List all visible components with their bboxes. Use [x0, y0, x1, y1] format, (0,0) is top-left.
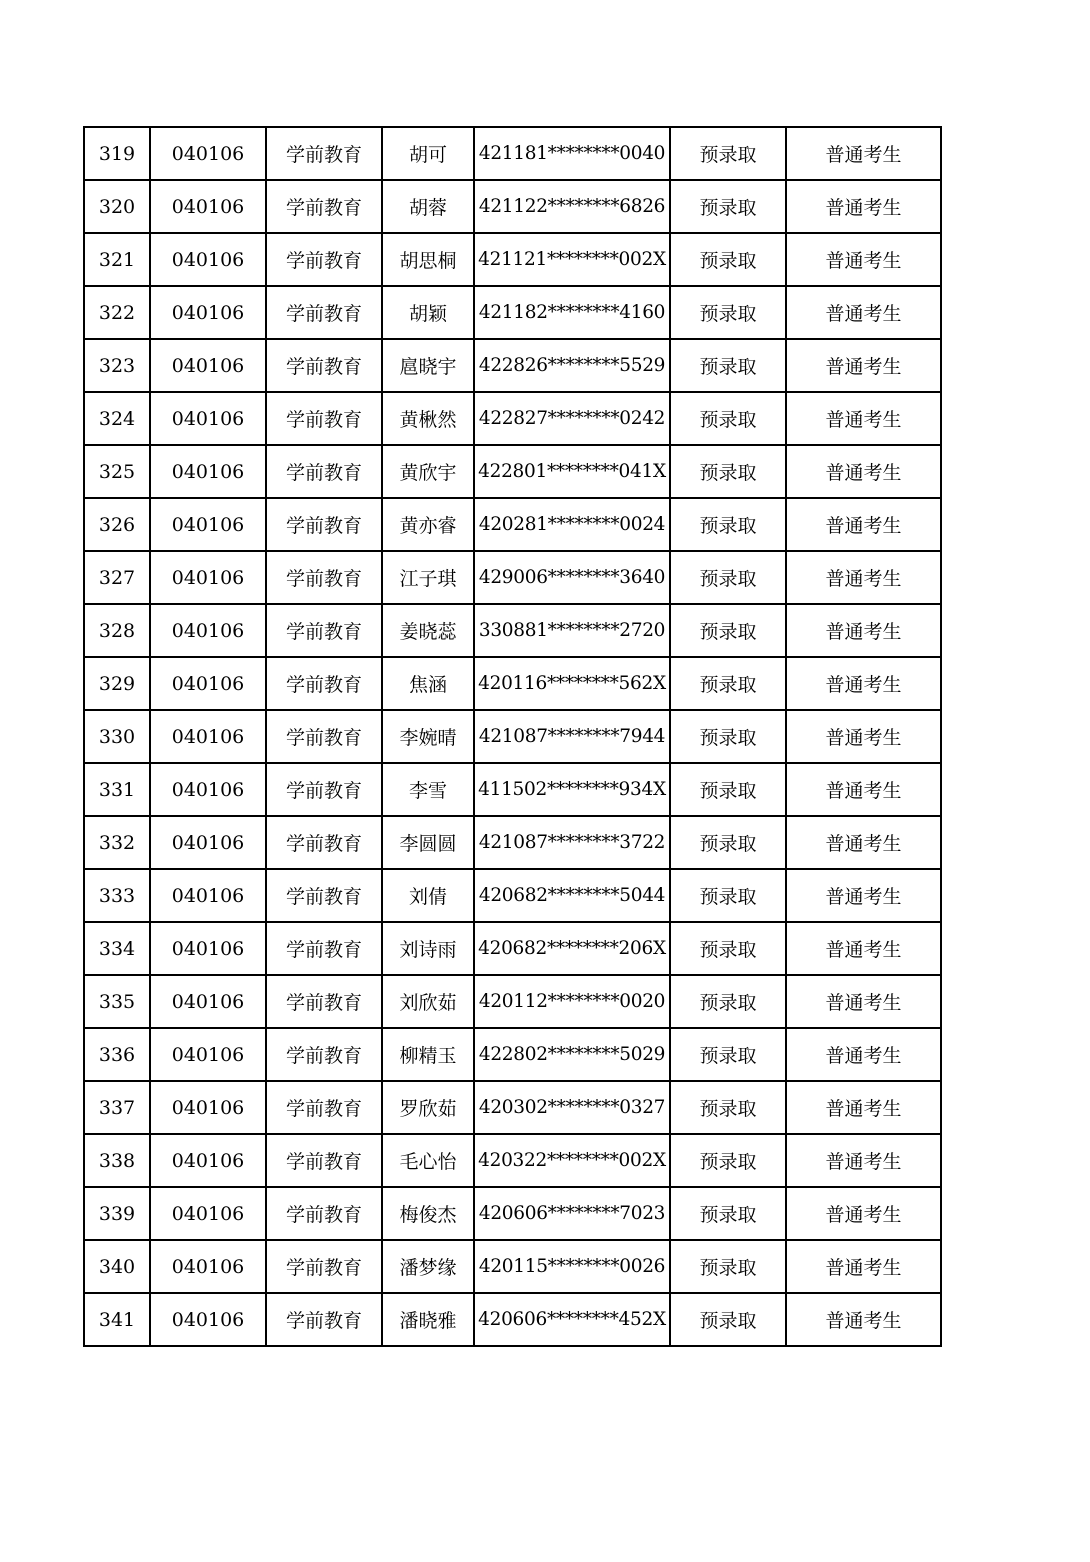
major-code-cell: 040106: [150, 869, 266, 922]
status-cell: 预录取: [670, 445, 786, 498]
admission-table-container: [83, 126, 942, 1347]
student-name-cell: 刘诗雨: [382, 922, 474, 975]
seq-cell: 328: [84, 604, 150, 657]
candidate-type-cell: 普通考生: [786, 445, 941, 498]
id-number-cell: 429006********3640: [474, 551, 670, 604]
seq-cell: 340: [84, 1240, 150, 1293]
student-name-cell: 毛心怡: [382, 1134, 474, 1187]
major-name-cell: 学前教育: [266, 286, 382, 339]
student-name-cell: 刘欣茹: [382, 975, 474, 1028]
major-code-cell: 040106: [150, 1134, 266, 1187]
id-number-cell: 420281********0024: [474, 498, 670, 551]
student-name-cell: 刘倩: [382, 869, 474, 922]
seq-cell: 330: [84, 710, 150, 763]
status-cell: 预录取: [670, 604, 786, 657]
candidate-type-cell: 普通考生: [786, 392, 941, 445]
major-code-cell: 040106: [150, 551, 266, 604]
table-row: [84, 339, 941, 392]
student-name-cell: 罗欣茹: [382, 1081, 474, 1134]
candidate-type-cell: 普通考生: [786, 1293, 941, 1346]
status-cell: 预录取: [670, 763, 786, 816]
student-name-cell: 姜晓蕊: [382, 604, 474, 657]
major-code-cell: 040106: [150, 339, 266, 392]
seq-cell: 339: [84, 1187, 150, 1240]
status-cell: 预录取: [670, 180, 786, 233]
student-name-cell: 黄欣宇: [382, 445, 474, 498]
status-cell: 预录取: [670, 127, 786, 180]
seq-cell: 324: [84, 392, 150, 445]
seq-cell: 333: [84, 869, 150, 922]
seq-cell: 325: [84, 445, 150, 498]
id-number-cell: 421181********0040: [474, 127, 670, 180]
student-name-cell: 黄楸然: [382, 392, 474, 445]
seq-cell: 331: [84, 763, 150, 816]
status-cell: 预录取: [670, 498, 786, 551]
seq-cell: 320: [84, 180, 150, 233]
seq-cell: 323: [84, 339, 150, 392]
admission-table: [83, 126, 942, 1347]
table-row: [84, 1240, 941, 1293]
major-code-cell: 040106: [150, 498, 266, 551]
candidate-type-cell: 普通考生: [786, 975, 941, 1028]
student-name-cell: 黄亦睿: [382, 498, 474, 551]
id-number-cell: 420302********0327: [474, 1081, 670, 1134]
candidate-type-cell: 普通考生: [786, 816, 941, 869]
candidate-type-cell: 普通考生: [786, 551, 941, 604]
candidate-type-cell: 普通考生: [786, 869, 941, 922]
student-name-cell: 潘晓雅: [382, 1293, 474, 1346]
student-name-cell: 扈晓宇: [382, 339, 474, 392]
id-number-cell: 422826********5529: [474, 339, 670, 392]
seq-cell: 341: [84, 1293, 150, 1346]
candidate-type-cell: 普通考生: [786, 1187, 941, 1240]
seq-cell: 326: [84, 498, 150, 551]
status-cell: 预录取: [670, 339, 786, 392]
status-cell: 预录取: [670, 1240, 786, 1293]
major-name-cell: 学前教育: [266, 657, 382, 710]
status-cell: 预录取: [670, 922, 786, 975]
major-code-cell: 040106: [150, 763, 266, 816]
seq-cell: 332: [84, 816, 150, 869]
status-cell: 预录取: [670, 869, 786, 922]
student-name-cell: 胡思桐: [382, 233, 474, 286]
seq-cell: 336: [84, 1028, 150, 1081]
major-name-cell: 学前教育: [266, 1187, 382, 1240]
candidate-type-cell: 普通考生: [786, 1240, 941, 1293]
candidate-type-cell: 普通考生: [786, 1081, 941, 1134]
candidate-type-cell: 普通考生: [786, 657, 941, 710]
id-number-cell: 420682********206X: [474, 922, 670, 975]
status-cell: 预录取: [670, 551, 786, 604]
student-name-cell: 胡可: [382, 127, 474, 180]
table-row: [84, 816, 941, 869]
seq-cell: 322: [84, 286, 150, 339]
student-name-cell: 李雪: [382, 763, 474, 816]
table-row: [84, 1134, 941, 1187]
status-cell: 预录取: [670, 1134, 786, 1187]
major-code-cell: 040106: [150, 127, 266, 180]
status-cell: 预录取: [670, 816, 786, 869]
major-code-cell: 040106: [150, 1081, 266, 1134]
table-row: [84, 445, 941, 498]
major-name-cell: 学前教育: [266, 233, 382, 286]
major-code-cell: 040106: [150, 392, 266, 445]
status-cell: 预录取: [670, 233, 786, 286]
candidate-type-cell: 普通考生: [786, 922, 941, 975]
major-code-cell: 040106: [150, 604, 266, 657]
status-cell: 预录取: [670, 1081, 786, 1134]
status-cell: 预录取: [670, 657, 786, 710]
id-number-cell: 411502********934X: [474, 763, 670, 816]
major-name-cell: 学前教育: [266, 392, 382, 445]
major-name-cell: 学前教育: [266, 763, 382, 816]
status-cell: 预录取: [670, 1028, 786, 1081]
table-row: [84, 1293, 941, 1346]
major-code-cell: 040106: [150, 922, 266, 975]
major-name-cell: 学前教育: [266, 975, 382, 1028]
table-row: [84, 1028, 941, 1081]
major-code-cell: 040106: [150, 445, 266, 498]
table-row: [84, 127, 941, 180]
candidate-type-cell: 普通考生: [786, 604, 941, 657]
table-row: [84, 657, 941, 710]
major-code-cell: 040106: [150, 975, 266, 1028]
id-number-cell: 421087********7944: [474, 710, 670, 763]
id-number-cell: 420116********562X: [474, 657, 670, 710]
major-code-cell: 040106: [150, 1028, 266, 1081]
major-code-cell: 040106: [150, 180, 266, 233]
id-number-cell: 420606********7023: [474, 1187, 670, 1240]
major-name-cell: 学前教育: [266, 551, 382, 604]
student-name-cell: 李婉晴: [382, 710, 474, 763]
table-row: [84, 869, 941, 922]
table-row: [84, 392, 941, 445]
major-name-cell: 学前教育: [266, 445, 382, 498]
seq-cell: 327: [84, 551, 150, 604]
candidate-type-cell: 普通考生: [786, 498, 941, 551]
status-cell: 预录取: [670, 975, 786, 1028]
table-row: [84, 763, 941, 816]
id-number-cell: 420112********0020: [474, 975, 670, 1028]
id-number-cell: 421087********3722: [474, 816, 670, 869]
major-name-cell: 学前教育: [266, 1293, 382, 1346]
major-name-cell: 学前教育: [266, 604, 382, 657]
status-cell: 预录取: [670, 710, 786, 763]
major-name-cell: 学前教育: [266, 816, 382, 869]
table-row: [84, 233, 941, 286]
major-code-cell: 040106: [150, 233, 266, 286]
id-number-cell: 420115********0026: [474, 1240, 670, 1293]
major-code-cell: 040106: [150, 710, 266, 763]
major-name-cell: 学前教育: [266, 1240, 382, 1293]
major-name-cell: 学前教育: [266, 127, 382, 180]
table-row: [84, 1081, 941, 1134]
status-cell: 预录取: [670, 392, 786, 445]
candidate-type-cell: 普通考生: [786, 1028, 941, 1081]
student-name-cell: 胡蓉: [382, 180, 474, 233]
seq-cell: 335: [84, 975, 150, 1028]
candidate-type-cell: 普通考生: [786, 710, 941, 763]
candidate-type-cell: 普通考生: [786, 763, 941, 816]
table-row: [84, 710, 941, 763]
candidate-type-cell: 普通考生: [786, 1134, 941, 1187]
major-code-cell: 040106: [150, 1187, 266, 1240]
status-cell: 预录取: [670, 1293, 786, 1346]
major-code-cell: 040106: [150, 1240, 266, 1293]
id-number-cell: 422801********041X: [474, 445, 670, 498]
major-name-cell: 学前教育: [266, 710, 382, 763]
id-number-cell: 421121********002X: [474, 233, 670, 286]
table-row: [84, 498, 941, 551]
student-name-cell: 梅俊杰: [382, 1187, 474, 1240]
table-row: [84, 551, 941, 604]
seq-cell: 329: [84, 657, 150, 710]
id-number-cell: 420322********002X: [474, 1134, 670, 1187]
major-code-cell: 040106: [150, 286, 266, 339]
major-name-cell: 学前教育: [266, 1081, 382, 1134]
table-row: [84, 604, 941, 657]
student-name-cell: 焦涵: [382, 657, 474, 710]
table-row: [84, 922, 941, 975]
table-row: [84, 1187, 941, 1240]
major-name-cell: 学前教育: [266, 180, 382, 233]
major-name-cell: 学前教育: [266, 922, 382, 975]
seq-cell: 319: [84, 127, 150, 180]
table-row: [84, 975, 941, 1028]
seq-cell: 337: [84, 1081, 150, 1134]
major-name-cell: 学前教育: [266, 869, 382, 922]
id-number-cell: 421122********6826: [474, 180, 670, 233]
id-number-cell: 420682********5044: [474, 869, 670, 922]
candidate-type-cell: 普通考生: [786, 233, 941, 286]
student-name-cell: 江子琪: [382, 551, 474, 604]
student-name-cell: 李圆圆: [382, 816, 474, 869]
major-name-cell: 学前教育: [266, 1134, 382, 1187]
id-number-cell: 420606********452X: [474, 1293, 670, 1346]
major-name-cell: 学前教育: [266, 1028, 382, 1081]
candidate-type-cell: 普通考生: [786, 180, 941, 233]
status-cell: 预录取: [670, 1187, 786, 1240]
seq-cell: 338: [84, 1134, 150, 1187]
status-cell: 预录取: [670, 286, 786, 339]
major-name-cell: 学前教育: [266, 339, 382, 392]
table-row: [84, 286, 941, 339]
student-name-cell: 柳精玉: [382, 1028, 474, 1081]
id-number-cell: 330881********2720: [474, 604, 670, 657]
major-code-cell: 040106: [150, 1293, 266, 1346]
seq-cell: 334: [84, 922, 150, 975]
id-number-cell: 422827********0242: [474, 392, 670, 445]
major-code-cell: 040106: [150, 816, 266, 869]
major-name-cell: 学前教育: [266, 498, 382, 551]
seq-cell: 321: [84, 233, 150, 286]
candidate-type-cell: 普通考生: [786, 339, 941, 392]
candidate-type-cell: 普通考生: [786, 127, 941, 180]
student-name-cell: 胡颖: [382, 286, 474, 339]
student-name-cell: 潘梦缘: [382, 1240, 474, 1293]
id-number-cell: 421182********4160: [474, 286, 670, 339]
table-row: [84, 180, 941, 233]
major-code-cell: 040106: [150, 657, 266, 710]
id-number-cell: 422802********5029: [474, 1028, 670, 1081]
admission-table-body: [84, 127, 941, 1346]
candidate-type-cell: 普通考生: [786, 286, 941, 339]
